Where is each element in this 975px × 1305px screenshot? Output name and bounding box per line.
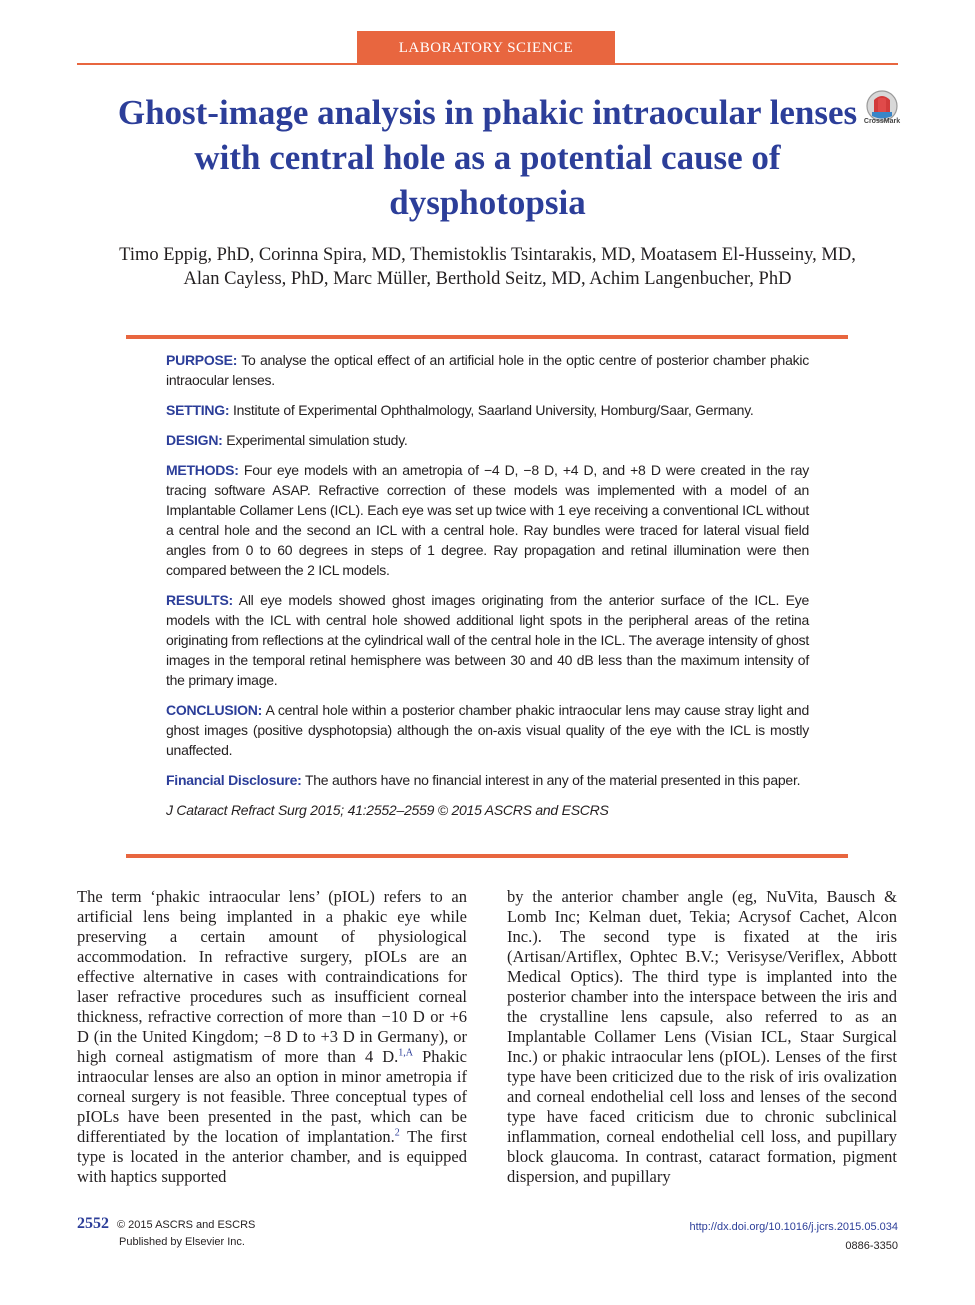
methods-text: Four eye models with an ametropia of −4 D, −8 D, +4 D, and +8 D were created in the ray tracing software ASAP. Refractive correction of these models was implemented with a model of an Implantable Collamer Lens (ICL). Each eye was set up twice with 1 eye receiving a conventional ICL without a central hole and the second an ICL with a central hole. Ray bundles were traced for lateral visual field angles from 0 to 60 degrees in steps of 1 degree. Ray propagation and retinal illumination were then compared between the 2 ICL models. [166,462,809,578]
abstract-purpose [166,350,809,390]
footer-left [77,1215,256,1248]
abstract-bottom-rule [126,854,848,858]
setting-text: Institute of Experimental Ophthalmology, Saarland University, Homburg/Saar, Germany. [229,402,754,418]
purpose-label: PURPOSE: [166,352,238,368]
abstract-methods [166,460,809,580]
setting-label: SETTING: [166,402,230,418]
disclosure-label: Financial Disclosure: [166,772,302,788]
author-line: Timo Eppig, PhD, Corinna Spira, MD, Themistoklis Tsintarakis, MD, Moatasem El-Husseiny, MD, [119,245,856,265]
results-label: RESULTS: [166,592,233,608]
issn: 0886-3350 [845,1240,898,1252]
article-title: Ghost-image analysis in phakic intraocular lenses with central hole as a potential cause of dysphotopsia [117,93,858,222]
conclusion-label: CONCLUSION: [166,702,263,718]
reference-link[interactable]: 2 [394,1127,400,1139]
body-text: The first type is located in the anterior chamber, and is equipped with haptics supported [77,1127,467,1186]
doi-link[interactable]: http://dx.doi.org/10.1016/j.jcrs.2015.05.034 [689,1221,898,1233]
footer-copyright: © 2015 ASCRS and ESCRS [117,1219,256,1231]
body-text: Phakic intraocular lenses are also an option in minor ametropia if corneal surgery is not feasible. Three conceptual types of pIOLs have been presented in the past, which can be differentiated by the location of implantation. [77,1047,467,1146]
purpose-text: To analyse the optical effect of an artificial hole in the optic centre of posterior chamber phakic intraocular lenses. [166,352,809,388]
footer-right [689,1218,898,1256]
author-list [80,243,895,291]
author-line: Alan Cayless, PhD, Marc Müller, Berthold Seitz, MD, Achim Langenbucher, PhD [183,269,792,289]
body-paragraph: by the anterior chamber angle (eg, NuVita, Bausch & Lomb Inc; Kelman duet, Tekia; Acrysof Cachet, Alcon Inc.). The second type is fixated at the iris (Artisan/Artiflex, Ophtec B.V.; Verisyse/Veriflex, Abbott Medical Optics). The third type is implanted into the posterior chamber into the interspace between the iris and the crystalline lens capsule, also referred to as an Implantable Collamer Lens (Visian ICL, Staar Surgical Inc.) or phakic intraocular lens (pIOL). Lenses of the first type have been criticized due to the risk of iris ovalization and corneal endothelial cell loss and lenses of the second type have faced criticism due to chronic subclinical inflammation, corneal endothelial cell loss, and pupillary block glaucoma. In contrast, cataract formation, pigment dispersion, and pupillary [507,887,897,1186]
body-column-left [77,887,467,1187]
body-column-right [507,887,897,1187]
abstract-disclosure [166,770,809,790]
crossmark-label: CrossMark [863,118,901,125]
body-text: The term ‘phakic intraocular lens’ (pIOL) refers to an artificial lens being implanted in a phakic eye while preserving a certain amount of physiological accommodation. In refractive surgery, pIOLs are an effective alternative in cases with contraindications for laser refractive procedures such as insufficient corneal thickness, refractive correction of more than −10 D or +6 D (in the United Kingdom; −8 D to +3 D in Germany), or high corneal astigmatism of more than 4 D. [77,887,467,1066]
abstract [166,350,809,830]
page-number: 2552 [77,1215,109,1232]
abstract-setting [166,400,809,420]
disclosure-text: The authors have no financial interest in any of the material presented in this paper. [301,772,801,788]
abstract-design [166,430,809,450]
section-tag: LABORATORY SCIENCE [357,31,615,64]
abstract-top-rule [126,335,848,339]
body-paragraph [77,887,467,1187]
results-text: All eye models showed ghost images originating from the anterior surface of the ICL. Eye models with the ICL with central hole showed additional light spots in the peripheral areas of the retina originating from reflections at the cylindrical wall of the central hole in the ICL. The average intensity of ghost images in the temporal retinal hemisphere was between 30 and 40 dB less than the maximum intensity of the primary image. [166,592,809,688]
methods-label: METHODS: [166,462,239,478]
journal-citation: J Cataract Refract Surg 2015; 41:2552–2559 © 2015 ASCRS and ESCRS [166,802,609,818]
design-label: DESIGN: [166,432,223,448]
conclusion-text: A central hole within a posterior chamber phakic intraocular lens may cause stray light and ghost images (positive dysphotopsia) although the on-axis visual quality of the eye with the ICL is mostly unaffected. [166,702,809,758]
footer-publisher: Published by Elsevier Inc. [119,1236,245,1248]
abstract-results [166,590,809,690]
abstract-conclusion [166,700,809,760]
reference-link[interactable]: 1,A [398,1047,414,1059]
design-text: Experimental simulation study. [222,432,408,448]
header-rule [77,63,898,65]
